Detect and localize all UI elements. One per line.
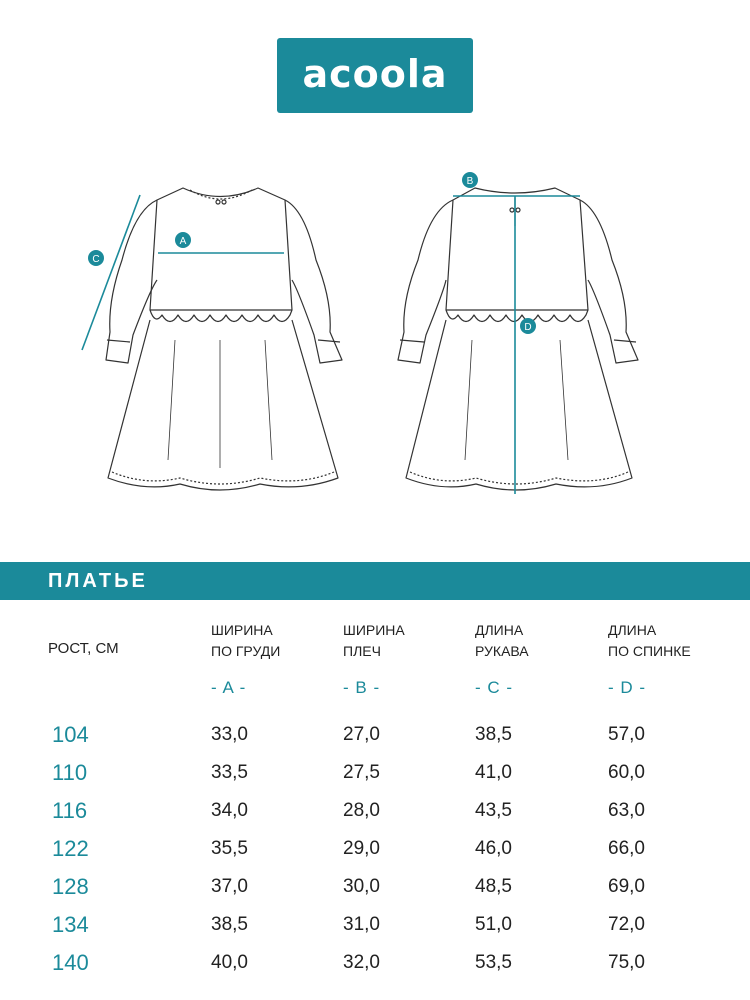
row-height: 128 [52,874,89,899]
marker-b [462,172,478,188]
column-header-chest-width: ШИРИНА ПО ГРУДИ [211,622,281,659]
row-shoulder-width: 30,0 [343,876,380,897]
svg-text:D: D [524,322,532,333]
table-row [0,908,750,942]
row-shoulder-width: 28,0 [343,800,380,821]
row-chest-width: 37,0 [211,876,248,897]
row-back-length: 69,0 [608,876,645,897]
svg-text:A: A [179,236,187,247]
row-back-length: 63,0 [608,800,645,821]
table-row [0,756,750,790]
column-header-sleeve-length: ДЛИНА РУКАВА [475,622,529,659]
section-banner [0,562,750,600]
row-back-length: 57,0 [608,724,645,745]
svg-text:B: B [466,176,474,187]
row-sleeve-length: 41,0 [475,762,512,783]
marker-d [520,318,536,334]
table-row [0,718,750,752]
row-sleeve-length: 51,0 [475,914,512,935]
dress-front-drawing [82,188,342,490]
row-sleeve-length: 48,5 [475,876,512,897]
row-sleeve-length: 53,5 [475,952,512,973]
row-chest-width: 40,0 [211,952,248,973]
row-chest-width: 38,5 [211,914,248,935]
row-back-length: 75,0 [608,952,645,973]
row-back-length: 72,0 [608,914,645,935]
column-code-c: - C - [475,678,514,697]
row-height: 104 [52,722,89,747]
row-shoulder-width: 29,0 [343,838,380,859]
row-chest-width: 34,0 [211,800,248,821]
row-back-length: 60,0 [608,762,645,783]
row-sleeve-length: 38,5 [475,724,512,745]
marker-a [175,232,191,248]
brand-logo-text: acoola [302,51,448,96]
row-height: 110 [52,760,88,785]
row-shoulder-width: 32,0 [343,952,380,973]
row-sleeve-length: 43,5 [475,800,512,821]
row-chest-width: 35,5 [211,838,248,859]
svg-text:C: C [92,254,100,265]
brand-logo [277,38,473,113]
row-height: 140 [52,950,89,975]
row-height: 116 [52,798,88,823]
garment-drawings [0,160,750,510]
column-code-d: - D - [608,678,647,697]
column-code-a: - A - [211,678,247,697]
column-code-b: - B - [343,678,381,697]
height-column-header: РОСТ, СМ [48,640,119,657]
dress-back-drawing [398,188,638,494]
table-row [0,832,750,866]
row-chest-width: 33,0 [211,724,248,745]
row-height: 134 [52,912,89,937]
section-title: ПЛАТЬЕ [48,570,148,592]
row-shoulder-width: 27,5 [343,762,380,783]
row-sleeve-length: 46,0 [475,838,512,859]
marker-c [88,250,104,266]
row-shoulder-width: 31,0 [343,914,380,935]
column-header-back-length: ДЛИНА ПО СПИНКЕ [608,622,691,659]
table-row [0,946,750,980]
table-row [0,870,750,904]
row-back-length: 66,0 [608,838,645,859]
row-height: 122 [52,836,89,861]
table-row [0,794,750,828]
row-chest-width: 33,5 [211,762,248,783]
column-header-shoulder-width: ШИРИНА ПЛЕЧ [343,622,405,659]
row-shoulder-width: 27,0 [343,724,380,745]
